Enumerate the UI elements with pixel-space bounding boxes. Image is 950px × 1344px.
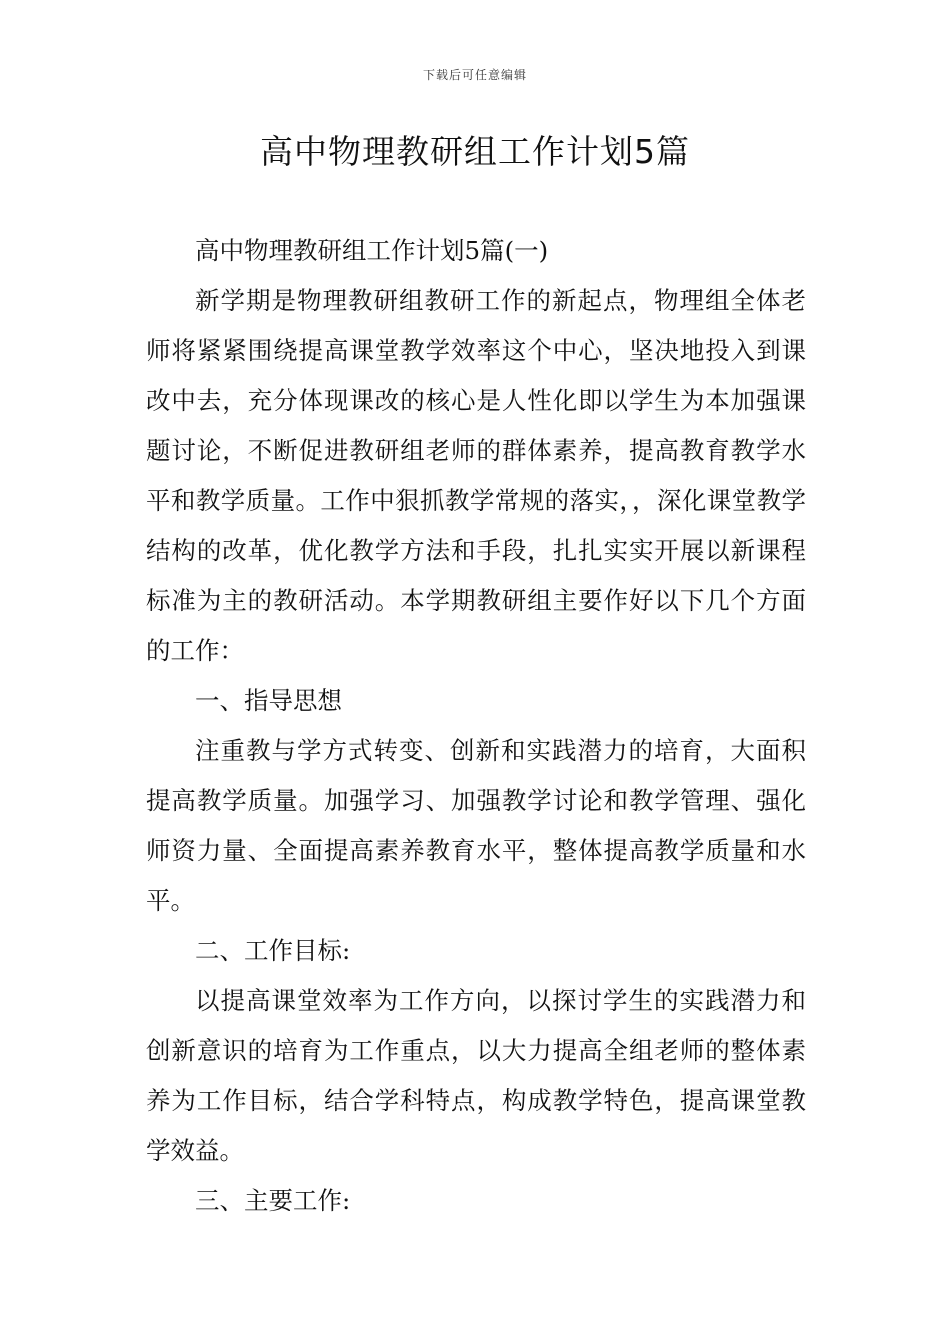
guiding-ideology-paragraph: 注重教与学方式转变、创新和实践潜力的培育，大面积提高教学质量。加强学习、加强教学讨论和教学管理、强化师资力量、全面提高素养教育水平，整体提高教学质量和水平。 bbox=[146, 736, 806, 915]
work-goals-paragraph: 以提高课堂效率为工作方向，以探讨学生的实践潜力和创新意识的培育为工作重点，以大力提高全组老师的整体素养为工作目标，结合学科特点，构成教学特色，提高课堂教学效益。 bbox=[146, 986, 806, 1165]
document-title: 高中物理教研组工作计划5篇 bbox=[260, 132, 690, 171]
heading-work-goals: 二、工作目标: bbox=[195, 936, 351, 965]
intro-paragraph: 新学期是物理教研组教研工作的新起点，物理组全体老师将紧紧围绕提高课堂教学效率这个中心，坚决地投入到课改中去，充分体现课改的核心是人性化即以学生为本加强课题讨论，不断促进教研组老师的群体素养，提高教育教学水平和教学质量。工作中狠抓教学常规的落实，，深化课堂教学结构的改革，优化教学方法和手段，扎扎实实开展以新课程标准为主的教研活动。本学期教研组主要作好以下几个方面的工作： bbox=[146, 286, 806, 665]
header-note: 下载后可任意编辑 bbox=[422, 68, 527, 82]
heading-guiding-ideology: 一、指导思想 bbox=[195, 686, 342, 715]
heading-main-work: 三、主要工作: bbox=[195, 1186, 351, 1215]
document-body bbox=[146, 226, 806, 1226]
section-subtitle: 高中物理教研组工作计划5篇(一) bbox=[195, 236, 549, 265]
